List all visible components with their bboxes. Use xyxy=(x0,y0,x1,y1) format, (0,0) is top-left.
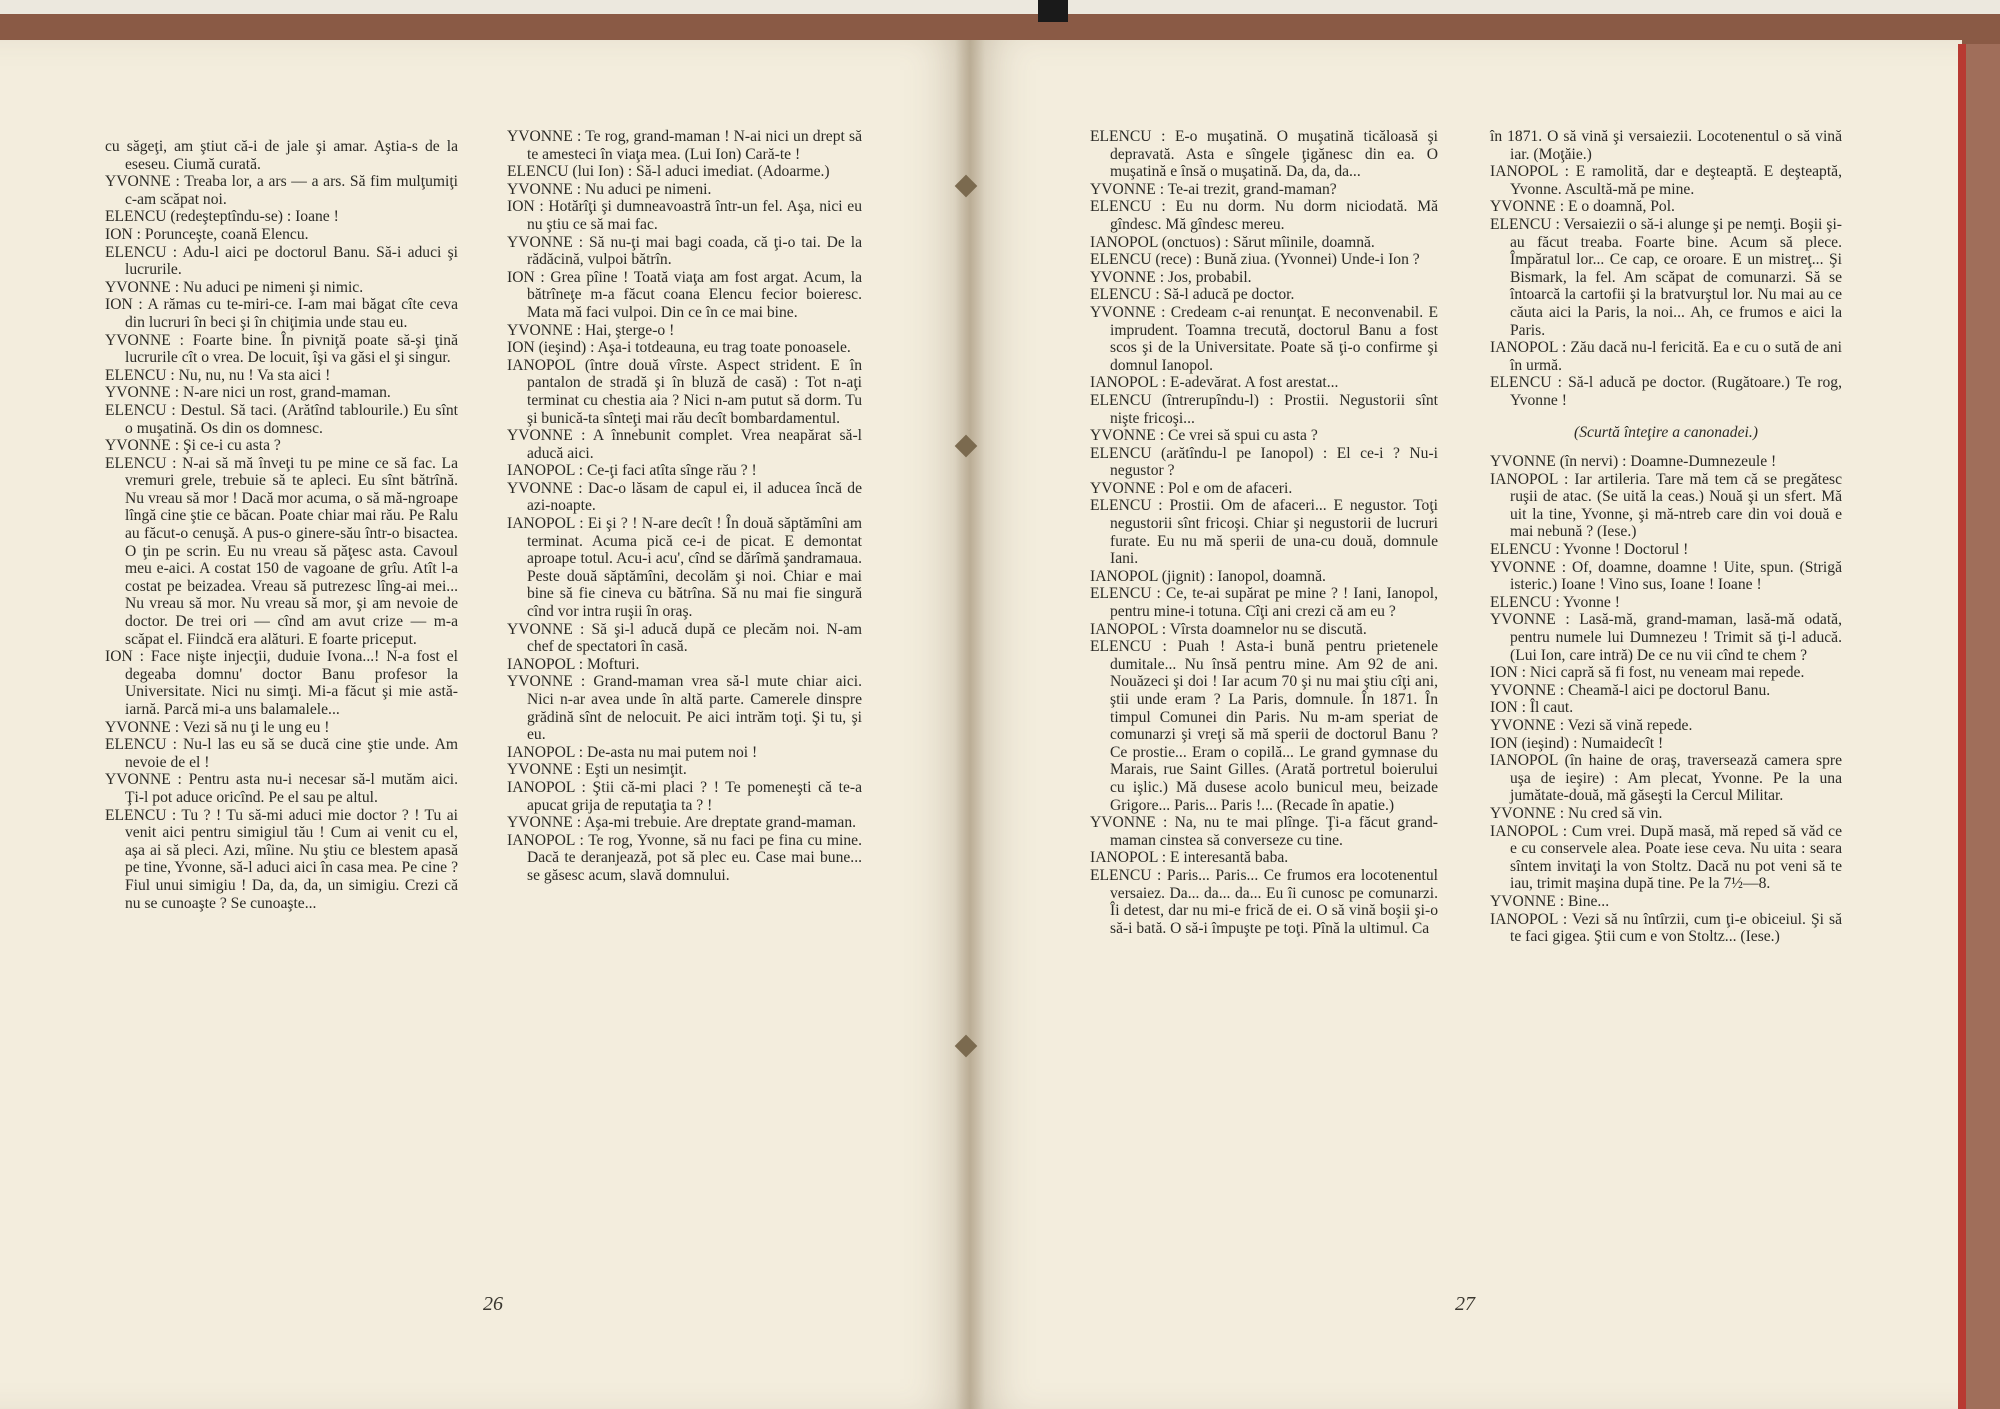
text-paragraph: ELENCU : Versaiezii o să-i alunge şi pe nemţi. Boşii şi-au făcut treaba. Foarte bine. Acum să plece. Împăratul lor... Ce cap, ce oroare. E un mistreţ... Şi Bismark, la fel. Am scăpat de comunarzi. Să se întoarcă la cartofii şi la bratvurştul lor. Nu mai au ce căuta aici la Paris, la noi... Ah, ce frumos e aici la Paris. xyxy=(1490,215,1842,339)
text-paragraph: IANOPOL : Ştii că-mi placi ? ! Te pomeneşti că te-a apucat grija de reputaţia ta ? ! xyxy=(507,778,862,814)
text-paragraph: ELENCU (lui Ion) : Să-l aduci imediat. (Adoarme.) xyxy=(507,163,830,181)
text-paragraph: YVONNE : A înnebunit complet. Vrea neapărat să-l aducă aici. xyxy=(507,427,862,462)
text-paragraph: IANOPOL (jignit) : Ianopol, doamnă. xyxy=(1090,567,1326,585)
text-paragraph: ION : Porunceşte, coană Elencu. xyxy=(105,225,309,243)
text-paragraph: ELENCU : Destul. Să taci. (Arătînd tablourile.) Eu sînt o muşatină. Os din os domnesc. xyxy=(105,401,458,437)
text-paragraph: ELENCU (arătîndu-l pe Ianopol) : El ce-i ? Nu-i negustor ? xyxy=(1090,444,1438,480)
text-paragraph: YVONNE (în nervi) : Doamne-Dumnezeule ! xyxy=(1490,453,1777,471)
text-paragraph: YVONNE : Nu aduci pe nimeni şi nimic. xyxy=(105,278,364,296)
text-paragraph: YVONNE : Of, doamne, doamne ! Uite, spun. (Strigă isteric.) Ioane ! Vino sus, Ioane ! Ioane ! xyxy=(1490,558,1842,594)
text-paragraph: ELENCU : Yvonne ! xyxy=(1490,593,1620,611)
text-paragraph: ELENCU : Ce, te-ai supărat pe mine ? ! Iani, Ianopol, pentru mine-i totuna. Cîţi ani crezi că am eu ? xyxy=(1090,585,1438,621)
text-paragraph: IANOPOL : Zău dacă nu-l fericită. Ea e cu o sută de ani în urmă. xyxy=(1490,339,1842,374)
text-paragraph: YVONNE : Şi ce-i cu asta ? xyxy=(105,437,281,455)
text-paragraph: YVONNE : E o doamnă, Pol. xyxy=(1490,198,1675,216)
text-paragraph: IANOPOL : Ce-ţi faci atîta sînge rău ? ! xyxy=(507,462,757,480)
text-paragraph: YVONNE : Credeam c-ai renunţat. E neconvenabil. E imprudent. Toamna trecută, doctorul Banu a fost scos şi de la Universitate. Poate să ţi-o confirme şi domnul Ianopol. xyxy=(1090,303,1438,374)
text-paragraph: YVONNE : Aşa-mi trebuie. Are dreptate grand-maman. xyxy=(507,814,857,832)
text-paragraph: ION (ieşind) : Aşa-i totdeauna, eu trag toate ponoasele. xyxy=(507,339,851,357)
text-paragraph: IANOPOL : E interesantă baba. xyxy=(1090,849,1289,867)
text-paragraph: ELENCU : Prostii. Om de afaceri... E negustor. Toţi negustorii sînt fricoşi. Chiar şi negustorii de lucruri furate. Eu nu mă sperii de una-cu două, domnule Iani. xyxy=(1090,497,1438,568)
text-paragraph: în 1871. O să vină şi versaiezii. Locotenentul o să vină iar. (Moţăie.) xyxy=(1490,128,1842,163)
text-paragraph: ELENCU : N-ai să mă înveţi tu pe mine ce să fac. La vremuri grele, trebuie să te apleci. Eu sînt bătrînă. Nu vreau să mor ! Dacă mor acuma, o să mă-ngroape lîngă cine ştie ce băcan. Poate chiar mai rău. Pe Ralu au făcut-o cenuşă. A pus-o ginere-său într-o bisactea. O ţin pe scrin. Eu nu vreau să păţesc asta. Cavoul meu e-aici. A costat 150 de vagoane de grîu. Atît l-a costat pe beizadea. Vreau să putrezesc lîng-ai mei... Nu vreau să mor. Nu vreau să mor, şi am nevoie de doctor. De trei ori — cînd am avut crize — m-a scăpat el. Fiindcă era alături. E foarte priceput. xyxy=(105,454,458,648)
bookmark-ribbon xyxy=(1038,0,1068,22)
text-paragraph: IANOPOL : De-asta nu mai putem noi ! xyxy=(507,743,758,761)
text-paragraph: IANOPOL : Vîrsta doamnelor nu se discută. xyxy=(1090,620,1367,638)
text-paragraph: IANOPOL : E-adevărat. A fost arestat... xyxy=(1090,374,1339,392)
text-paragraph: IANOPOL : Te rog, Yvonne, să nu faci pe fina cu mine. Dacă te deranjează, pot să plec eu. Case mai bune... se găsesc acum, slavă domnului. xyxy=(507,831,862,884)
text-paragraph: ELENCU : Paris... Paris... Ce frumos era locotenentul versaiez. Da... da... da... Eu îi cunosc pe comunarzi. Îi detest, dar nu mi-e frică de ei. O să vină boşii şi-o să-i bată. O să-i împuşte pe toţi. Pînă la ultimul. Ca xyxy=(1090,866,1438,937)
book-gutter xyxy=(955,40,985,1409)
text-paragraph: ELENCU (rece) : Bună ziua. (Yvonnei) Unde-i Ion ? xyxy=(1090,251,1420,269)
text-paragraph: ELENCU : Yvonne ! Doctorul ! xyxy=(1490,541,1689,559)
stage-direction: (Scurtă înteţire a canonadei.) xyxy=(1574,423,1758,441)
text-paragraph: YVONNE : Lasă-mă, grand-maman, lasă-mă odată, pentru numele lui Dumnezeu ! Trimit să ţi-l aducă. (Lui Ion, care intră) De ce nu vii cînd te chem ? xyxy=(1490,611,1842,664)
text-paragraph: IANOPOL : E ramolită, dar e deşteaptă. E deşteaptă, Yvonne. Ascultă-mă pe mine. xyxy=(1490,163,1842,198)
text-paragraph: cu săgeţi, am ştiut că-i de jale şi amar. Aştia-s de la eseseu. Ciumă curată. xyxy=(105,138,458,173)
text-paragraph: ION : Face nişte injecţii, duduie Ivona...! N-a fost el degeaba domnu' doctor Banu profesor la Universitate. Nici nu simţi. Mi-a făcut şi mie astă-iarnă. Parcă mi-a uns balamalele... xyxy=(105,648,458,718)
text-paragraph: ELENCU : Să-l aducă pe doctor. xyxy=(1090,286,1295,304)
text-paragraph: YVONNE : Bine... xyxy=(1490,892,1610,910)
text-paragraph: YVONNE : Pol e om de afaceri. xyxy=(1090,479,1293,497)
text-paragraph: ION : Nici capră să fi fost, nu veneam mai repede. xyxy=(1490,664,1805,682)
text-paragraph: YVONNE : Nu aduci pe nimeni. xyxy=(507,180,712,198)
text-paragraph: YVONNE : Jos, probabil. xyxy=(1090,268,1252,286)
text-paragraph: IANOPOL (în haine de oraş, traversează camera spre uşa de ieşire) : Am plecat, Yvonne. Pe la una jumătate-două, mă găseşti la Cercul Militar. xyxy=(1490,752,1842,805)
text-paragraph: YVONNE : Te rog, grand-maman ! N-ai nici un drept să te amesteci în viaţa mea. (Lui Ion) Cară-te ! xyxy=(507,128,862,163)
text-paragraph: ION : Îl caut. xyxy=(1490,699,1574,717)
text-paragraph: ELENCU : Puah ! Asta-i bună pentru prietenele dumitale... Nu însă pentru mine. Am 92 de ani. Nouăzeci şi doi ! Iar acum 70 şi nu mai ştiu cîţi ani, ştii unde eram ? La Paris, domnule. În 1871. În timpul Comunei din Paris. Nu m-am speriat de comunarzi şi vreţi să mă sperii de doctorul Banu ? Ce prostie... Eram o copilă... Le grand gymnase du Marais, rue Saint Gilles. (Arată portretul boierului cu işlic.) Mă dusese acolo bunicul meu, beizade Grigore... Paris... Paris !... (Recade în apatie.) xyxy=(1090,638,1438,814)
text-paragraph: YVONNE : Ce vrei să spui cu asta ? xyxy=(1090,427,1318,445)
text-paragraph: YVONNE : Vezi să vină repede. xyxy=(1490,717,1693,734)
text-paragraph: ELENCU (întrerupîndu-l) : Prostii. Negustorii sînt nişte fricoşi... xyxy=(1090,391,1438,427)
text-paragraph: YVONNE : Te-ai trezit, grand-maman? xyxy=(1090,180,1337,198)
text-column-2 xyxy=(507,128,862,885)
page-edge-red xyxy=(1958,44,1966,1409)
text-paragraph: IANOPOL : Vezi să nu întîrzii, cum ţi-e obiceiul. Şi să te faci gigea. Ştii cum e von Stoltz... (Iese.) xyxy=(1490,910,1842,946)
text-paragraph: YVONNE : Grand-maman vrea să-l mute chiar aici. Nici n-ar avea unde în altă parte. Camerele dinspre grădină sînt de nelocuit. Pe aici intrăm toţi. Şi tu, şi eu. xyxy=(507,673,862,744)
text-paragraph: ION : A rămas cu te-miri-ce. I-am mai băgat cîte ceva din lucruri în beci şi în chiţimia unde stau eu. xyxy=(105,296,458,331)
text-paragraph: YVONNE : Să nu-ţi mai bagi coada, că ţi-o tai. De la rădăcină, vulpoi bătrîn. xyxy=(507,233,862,269)
text-paragraph: IANOPOL (onctuos) : Sărut mîinile, doamnă. xyxy=(1090,233,1375,251)
text-paragraph: YVONNE : Foarte bine. În pivniţă poate să-şi ţină lucrurile cît o vrea. De locuit, îşi va găsi el şi singur. xyxy=(105,331,458,367)
text-paragraph: ELENCU : E-o muşatină. O muşatină ticăloasă şi depravată. Asta e sîngele ţigănesc din ea. O muşatină e însă o muşatină. Da, da, da... xyxy=(1090,128,1438,181)
page-number-left: 26 xyxy=(483,1293,503,1315)
text-paragraph: YVONNE : Să şi-l aducă după ce plecăm noi. N-am chef de spectatori în casă. xyxy=(507,620,862,656)
text-paragraph: IANOPOL : Cum vrei. După masă, mă reped să văd ce e cu conservele alea. Poate iese ceva. Nu uita : seara sîntem invitaţi la von Stoltz. Dacă nu pot veni să te iau, trimit maşina după tine. Pe la 7½—8. xyxy=(1490,822,1842,893)
text-paragraph: YVONNE : Dac-o lăsam de capul ei, il aducea încă de azi-noapte. xyxy=(507,479,862,515)
text-paragraph: YVONNE : Cheamă-l aici pe doctorul Banu. xyxy=(1490,681,1771,699)
text-paragraph: IANOPOL : Mofturi. xyxy=(507,655,640,673)
text-paragraph: ELENCU : Eu nu dorm. Nu dorm niciodată. Mă gîndesc. Mă gîndesc mereu. xyxy=(1090,198,1438,233)
text-paragraph: YVONNE : Treaba lor, a ars — a ars. Să fim mulţumiţi c-am scăpat noi. xyxy=(105,173,458,208)
text-paragraph: YVONNE : Na, nu te mai plînge. Ţi-a făcut grand-maman cinstea să converseze cu tine. xyxy=(1090,814,1438,849)
text-paragraph: ION : Hotărîţi şi dumneavoastră într-un fel. Aşa, nici eu nu ştiu ce să mai fac. xyxy=(507,198,862,233)
text-paragraph: ELENCU : Tu ? ! Tu să-mi aduci mie doctor ? ! Tu ai venit aici pentru simigiul tău ! Cum ai venit cu el, aşa ai să pleci. Azi, mîine. Nu ştiu ce blestem apasă pe tine, Yvonne, să-l aduci aici în casa mea. Pe cine ? Fiul unui simigiu ! Da, da, da, un simigiu. Crezi că nu se cunoaşte ? Se cunoaşte... xyxy=(105,806,458,912)
text-paragraph: ELENCU : Să-l aducă pe doctor. (Rugătoare.) Te rog, Yvonne ! xyxy=(1490,374,1842,409)
text-paragraph: ION : Grea pîine ! Toată viaţa am fost argat. Acum, la bătrîneţe m-a făcut coana Elencu fecior boieresc. Mata mă faci vulpoi. Din ce în ce mai bine. xyxy=(507,268,862,321)
text-paragraph: IANOPOL : Iar artileria. Tare mă tem că se pregătesc ruşii de atac. (Se uită la ceas.) Nouă şi un sfert. Mă uit la tine, Yvonne, şi mă-ntreb care din voi două e mai nebună ? (Iese.) xyxy=(1490,470,1842,541)
text-paragraph: ELENCU : Nu-l las eu să se ducă cine ştie unde. Am nevoie de el ! xyxy=(105,736,458,771)
text-paragraph: ELENCU : Adu-l aici pe doctorul Banu. Să-i aduci şi lucrurile. xyxy=(105,243,458,279)
text-paragraph: YVONNE : Pentru asta nu-i necesar să-l mutăm aici. Ţi-l pot aduce oricînd. Pe el sau pe altul. xyxy=(105,771,458,806)
text-paragraph: YVONNE : Nu cred să vin. xyxy=(1490,804,1663,822)
page-number-right: 27 xyxy=(1455,1293,1475,1315)
text-paragraph: IANOPOL : Ei şi ? ! N-are decît ! În două săptămîni am terminat. Acuma pică ce-i de picat. E demontat aproape totul. Acu-i acu', cînd se dărîmă şandramaua. Peste două săptămîni, decolăm şi noi. Chiar e mai bine să fie cineva cu bătrîna. Să nu mai fie singură cînd vor intra ruşii în oraş. xyxy=(507,515,862,621)
text-paragraph: YVONNE : Vezi să nu ţi le ung eu ! xyxy=(105,718,330,736)
text-paragraph: YVONNE : Eşti un nesimţit. xyxy=(507,761,687,779)
text-paragraph: YVONNE : N-are nici un rost, grand-maman. xyxy=(105,384,391,402)
text-column-1 xyxy=(105,138,458,912)
text-column-3 xyxy=(1090,128,1438,937)
text-paragraph: ELENCU : Nu, nu, nu ! Va sta aici ! xyxy=(105,366,331,384)
text-paragraph: ELENCU (redeşteptîndu-se) : Ioane ! xyxy=(105,208,339,226)
text-paragraph: YVONNE : Hai, şterge-o ! xyxy=(507,321,675,339)
text-column-4 xyxy=(1490,128,1842,946)
text-paragraph: IANOPOL (între două vîrste. Aspect strident. E în pantalon de stradă şi în bluză de casă) : Tot n-aţi terminat cu chestia aia ? Nici n-am putut să dorm. Tu şi bunică-ta sînteţi mai rău decît bombardamentul. xyxy=(507,356,862,427)
book-cover-edge xyxy=(1966,44,2000,1409)
text-paragraph: ION (ieşind) : Numaidecît ! xyxy=(1490,734,1664,752)
